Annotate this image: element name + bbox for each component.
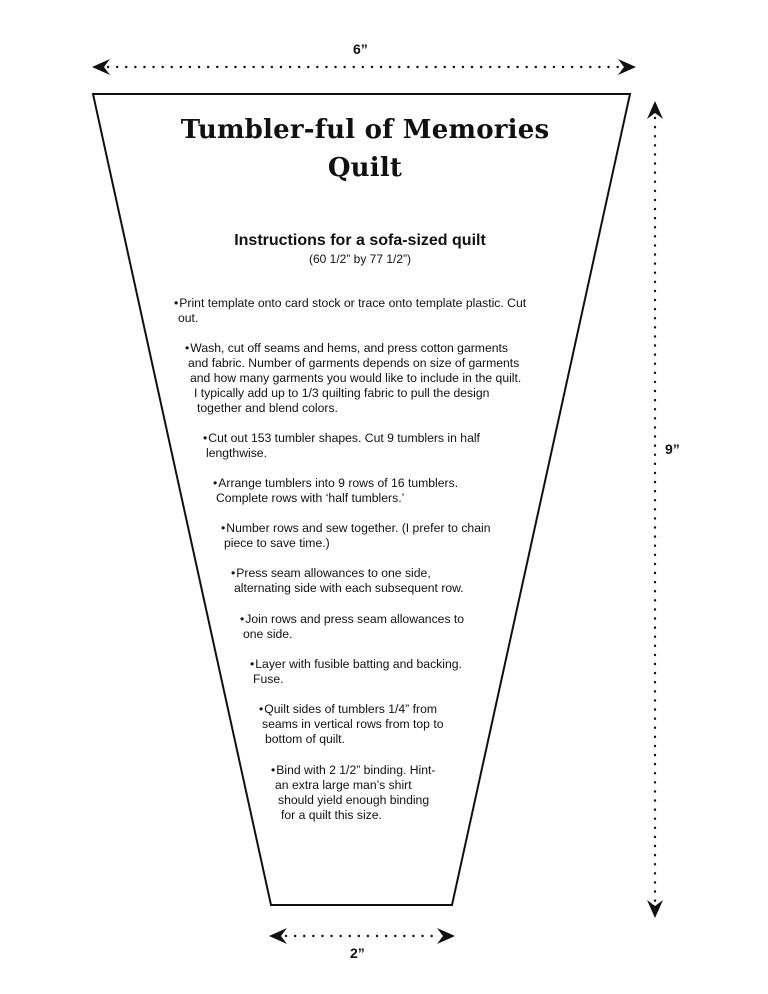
bottom-width-dimension-arrow bbox=[269, 928, 455, 944]
instruction-step-text: out. bbox=[178, 311, 199, 325]
instruction-step-line bbox=[213, 491, 458, 506]
instruction-step-line bbox=[259, 702, 444, 717]
instruction-step-text: Number rows and sew together. (I prefer to chain bbox=[226, 521, 491, 535]
instruction-step-text: one side. bbox=[243, 627, 293, 641]
instruction-step-text: lengthwise. bbox=[206, 446, 267, 460]
instruction-step-line bbox=[259, 732, 444, 747]
instruction-step-text: Fuse. bbox=[253, 672, 284, 686]
bullet-mark: • bbox=[221, 521, 226, 535]
instruction-step-line bbox=[271, 763, 435, 778]
instruction-step-line bbox=[231, 566, 464, 581]
document-title-line-2: Quilt bbox=[327, 153, 403, 183]
top-width-dimension-arrow bbox=[92, 59, 636, 75]
instruction-step-line bbox=[271, 808, 435, 823]
instruction-step-text: Wash, cut off seams and hems, and press cotton garments bbox=[190, 341, 508, 355]
instruction-step-line bbox=[240, 627, 464, 642]
instruction-step-text: and how many garments you would like to include in the quilt. bbox=[190, 371, 522, 385]
instruction-step-line bbox=[213, 476, 458, 491]
instruction-step-text: Layer with fusible batting and backing. bbox=[255, 657, 462, 671]
instruction-step-line bbox=[259, 717, 444, 732]
bullet-mark: • bbox=[240, 612, 245, 626]
instruction-step-line bbox=[221, 536, 490, 551]
bullet-mark: • bbox=[271, 763, 276, 777]
quilt-dimensions: (60 1/2” by 77 1/2”) bbox=[308, 252, 412, 266]
instruction-step-line bbox=[185, 356, 521, 371]
instruction-step-text: Cut out 153 tumbler shapes. Cut 9 tumblers in half bbox=[208, 431, 480, 445]
instruction-step-text: piece to save time.) bbox=[224, 536, 330, 550]
instruction-step-7 bbox=[240, 612, 464, 642]
bullet-mark: • bbox=[203, 431, 208, 445]
instruction-step-line bbox=[203, 446, 480, 461]
height-dimension-arrow bbox=[647, 101, 663, 918]
instruction-step-1 bbox=[174, 296, 526, 326]
instruction-step-text: Quilt sides of tumblers 1/4” from bbox=[264, 702, 437, 716]
instruction-step-line bbox=[221, 521, 490, 536]
top-width-label: 6” bbox=[353, 41, 368, 57]
instruction-step-text: and fabric. Number of garments depends on size of garments bbox=[188, 356, 520, 370]
instruction-step-line bbox=[250, 672, 462, 687]
instruction-step-line bbox=[231, 581, 464, 596]
instruction-step-9 bbox=[259, 702, 444, 747]
instruction-step-line bbox=[174, 311, 526, 326]
instruction-step-text: Press seam allowances to one side, bbox=[236, 566, 431, 580]
instruction-step-8 bbox=[250, 657, 462, 687]
instruction-step-text: for a quilt this size. bbox=[281, 808, 382, 822]
instruction-step-3 bbox=[203, 431, 480, 461]
bottom-width-label: 2” bbox=[350, 945, 365, 961]
instruction-step-text: together and blend colors. bbox=[197, 401, 338, 415]
instruction-step-text: bottom of quilt. bbox=[265, 732, 345, 746]
instruction-step-text: Join rows and press seam allowances to bbox=[245, 612, 465, 626]
instruction-step-10 bbox=[271, 763, 435, 823]
instruction-step-line bbox=[203, 431, 480, 446]
bullet-mark: • bbox=[250, 657, 255, 671]
instruction-step-text: Print template onto card stock or trace onto template plastic. Cut bbox=[179, 296, 527, 310]
instruction-step-5 bbox=[221, 521, 490, 551]
instruction-step-line bbox=[185, 386, 521, 401]
instruction-step-line bbox=[271, 793, 435, 808]
bullet-mark: • bbox=[185, 341, 190, 355]
instruction-step-text: Complete rows with ‘half tumblers.’ bbox=[216, 491, 405, 505]
height-label: 9” bbox=[665, 441, 680, 457]
instruction-step-text: Arrange tumblers into 9 rows of 16 tumblers. bbox=[218, 476, 459, 490]
bullet-mark: • bbox=[231, 566, 236, 580]
document-title-line-1: Tumbler-ful of Memories bbox=[180, 115, 550, 145]
bullet-mark: • bbox=[213, 476, 218, 490]
instruction-step-6 bbox=[231, 566, 464, 596]
instruction-step-line bbox=[174, 296, 526, 311]
instructions-subtitle: Instructions for a sofa-sized quilt bbox=[234, 232, 486, 249]
instruction-step-text: I typically add up to 1/3 quilting fabric to pull the design bbox=[194, 386, 490, 400]
instruction-step-text: Bind with 2 1/2” binding. Hint- bbox=[276, 763, 436, 777]
instruction-step-2 bbox=[185, 341, 521, 416]
instruction-step-4 bbox=[213, 476, 458, 506]
instruction-step-line bbox=[250, 657, 462, 672]
instruction-step-text: an extra large man’s shirt bbox=[275, 778, 412, 792]
instruction-step-line bbox=[271, 778, 435, 793]
instruction-step-line bbox=[185, 401, 521, 416]
bullet-mark: • bbox=[259, 702, 264, 716]
instruction-step-line bbox=[185, 341, 521, 356]
instruction-step-line bbox=[240, 612, 464, 627]
bullet-mark: • bbox=[174, 296, 179, 310]
instruction-step-text: should yield enough binding bbox=[278, 793, 430, 807]
instruction-step-text: seams in vertical rows from top to bbox=[262, 717, 444, 731]
instruction-step-text: alternating side with each subsequent row. bbox=[234, 581, 464, 595]
instruction-step-line bbox=[185, 371, 521, 386]
